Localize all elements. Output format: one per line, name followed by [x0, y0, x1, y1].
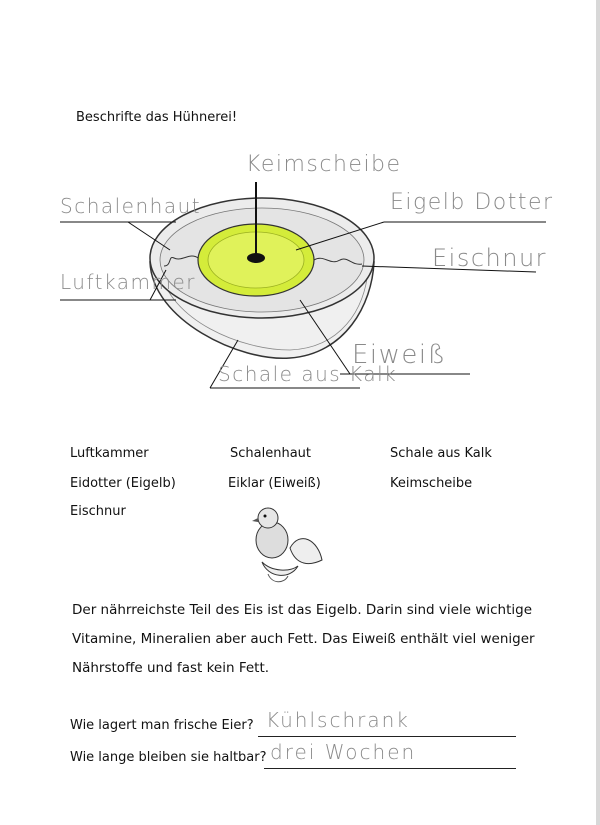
worksheet-title: Beschrifte das Hühnerei! — [76, 110, 238, 125]
label-eigelb: Eigelb Dotter — [390, 190, 554, 215]
label-schale: Schale aus Kalk — [218, 362, 398, 386]
label-keimscheibe: Keimscheibe — [246, 152, 402, 177]
word-bank-item: Eiklar (Eiweiß) — [228, 476, 321, 491]
question-shelf-life: Wie lange bleiben sie haltbar? — [70, 750, 267, 765]
label-eiweiss: Eiweiß — [352, 340, 447, 370]
info-paragraph — [72, 596, 552, 683]
word-bank-item: Schale aus Kalk — [390, 446, 492, 461]
word-bank-item: Eischnur — [70, 504, 126, 519]
answer-line-storage — [258, 736, 516, 737]
info-line: Nährstoffe und fast kein Fett. — [72, 660, 270, 676]
word-bank-item: Luftkammer — [70, 446, 149, 461]
label-luftkammer: Luftkammer — [60, 270, 196, 294]
word-bank-item: Eidotter (Eigelb) — [70, 476, 176, 491]
info-line: Vitamine, Mineralien aber auch Fett. Das Eiweiß enthält viel weniger — [72, 631, 535, 647]
word-bank-item: Schalenhaut — [230, 446, 311, 461]
label-schalenhaut: Schalenhaut — [60, 194, 202, 218]
label-eischnur: Eischnur — [432, 244, 548, 272]
word-bank-item: Keimscheibe — [390, 476, 473, 491]
info-line: Der nährreichste Teil des Eis ist das Eigelb. Darin sind viele wichtige — [72, 602, 533, 618]
answer-shelf-life: drei Wochen — [270, 740, 417, 764]
chick-icon — [252, 508, 322, 582]
answer-line-shelf-life — [264, 768, 516, 769]
answer-storage: Kühlschrank — [266, 708, 410, 732]
question-storage: Wie lagert man frische Eier? — [70, 718, 254, 733]
